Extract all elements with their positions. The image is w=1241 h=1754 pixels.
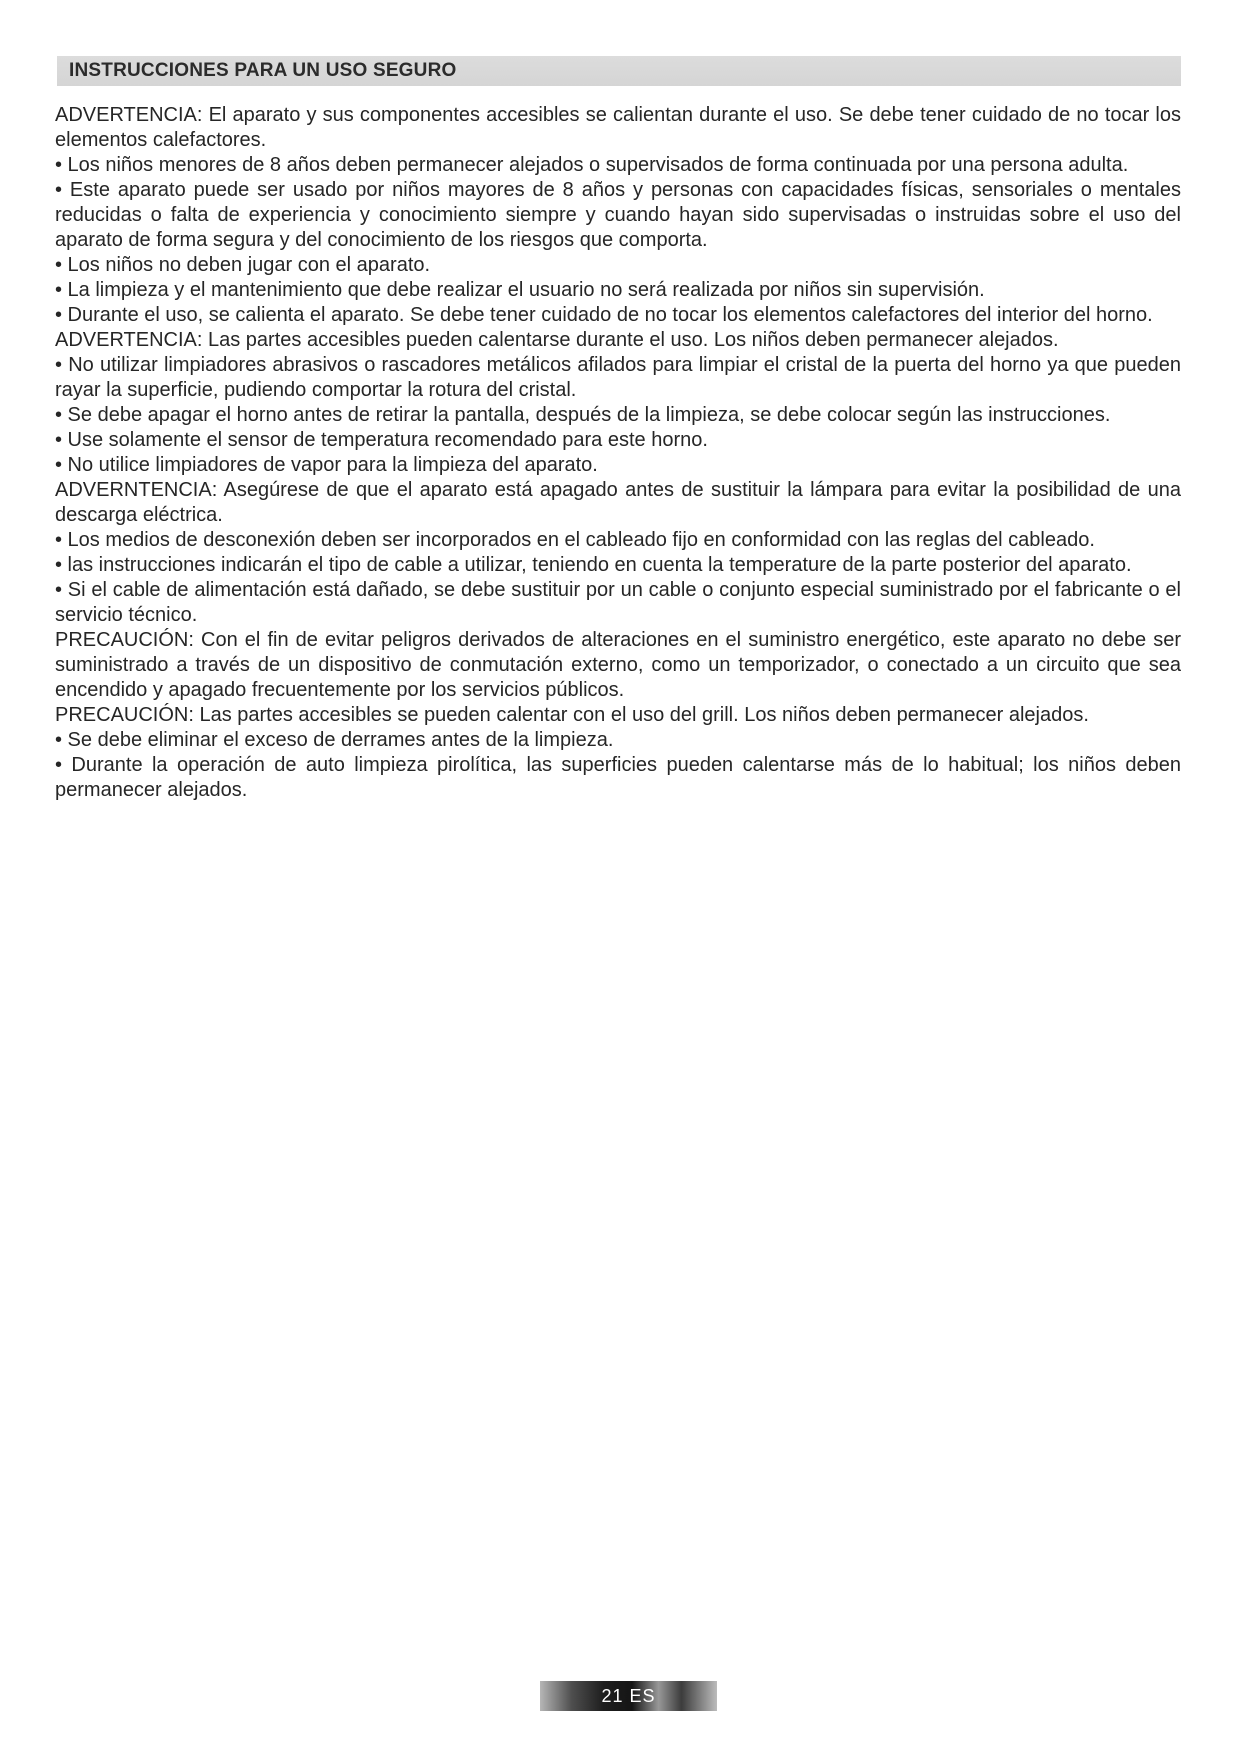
instruction-paragraph: • Se debe apagar el horno antes de retirar la pantalla, después de la limpieza, se debe colocar según las instrucciones. [55, 404, 1111, 426]
instruction-paragraph: • Si el cable de alimentación está dañado, se debe sustituir por un cable o conjunto especial suministrado por el fabricante o el servicio técnico. [55, 579, 1181, 626]
instruction-paragraph: • Use solamente el sensor de temperatura recomendado para este horno. [55, 429, 708, 451]
instruction-paragraph: • Durante la operación de auto limpieza pirolítica, las superficies pueden calentarse más de lo habitual; los niños deben permanecer alejados. [55, 754, 1181, 801]
safety-instructions-text [55, 103, 1181, 803]
instruction-paragraph: • Los niños menores de 8 años deben permanecer alejados o supervisados de forma continuada por una persona adulta. [55, 154, 1129, 176]
instruction-paragraph: PRECAUCIÓN: Las partes accesibles se pueden calentar con el uso del grill. Los niños deben permanecer alejados. [55, 704, 1089, 726]
instruction-paragraph: • Se debe eliminar el exceso de derrames antes de la limpieza. [55, 729, 614, 751]
instruction-paragraph: • Durante el uso, se calienta el aparato. Se debe tener cuidado de no tocar los elementos calefactores del interior del horno. [55, 304, 1153, 326]
instruction-paragraph: ADVERTENCIA: Las partes accesibles pueden calentarse durante el uso. Los niños deben permanecer alejados. [55, 329, 1059, 351]
section-title: INSTRUCCIONES PARA UN USO SEGURO [69, 60, 457, 81]
instruction-paragraph: • Los niños no deben jugar con el aparato. [55, 254, 431, 276]
instruction-paragraph: • Este aparato puede ser usado por niños mayores de 8 años y personas con capacidades físicas, sensoriales o mentales reducidas o falta de experiencia y conocimiento siempre y cuando hayan sido supervisadas o instruidas sobre el uso del aparato de forma segura y del conocimiento de los riesgos que comporta. [55, 179, 1181, 251]
instruction-paragraph: ADVERTENCIA: El aparato y sus componentes accesibles se calientan durante el uso. Se debe tener cuidado de no tocar los elementos calefactores. [55, 104, 1181, 151]
page-footer-bar [540, 1681, 717, 1711]
page-number: 21 ES [601, 1685, 656, 1706]
instruction-paragraph: • las instrucciones indicarán el tipo de cable a utilizar, teniendo en cuenta la temperature de la parte posterior del aparato. [55, 554, 1132, 576]
instruction-paragraph: • No utilizar limpiadores abrasivos o rascadores metálicos afilados para limpiar el cristal de la puerta del horno ya que pueden rayar la superficie, pudiendo comportar la rotura del cristal. [55, 354, 1181, 401]
instruction-paragraph: • La limpieza y el mantenimiento que debe realizar el usuario no será realizada por niños sin supervisión. [55, 279, 985, 301]
section-header-bar [57, 56, 1181, 86]
instruction-paragraph: ADVERNTENCIA: Asegúrese de que el aparato está apagado antes de sustituir la lámpara para evitar la posibilidad de una descarga eléctrica. [55, 479, 1181, 526]
instruction-paragraph: PRECAUCIÓN: Con el fin de evitar peligros derivados de alteraciones en el suministro energético, este aparato no debe ser suministrado a través de un dispositivo de conmutación externo, como un temporizador, o conectado a un circuito que sea encendido y apagado frecuentemente por los servicios públicos. [55, 629, 1181, 701]
instruction-paragraph: • Los medios de desconexión deben ser incorporados en el cableado fijo en conformidad con las reglas del cableado. [55, 529, 1095, 551]
instruction-paragraph: • No utilice limpiadores de vapor para la limpieza del aparato. [55, 454, 598, 476]
